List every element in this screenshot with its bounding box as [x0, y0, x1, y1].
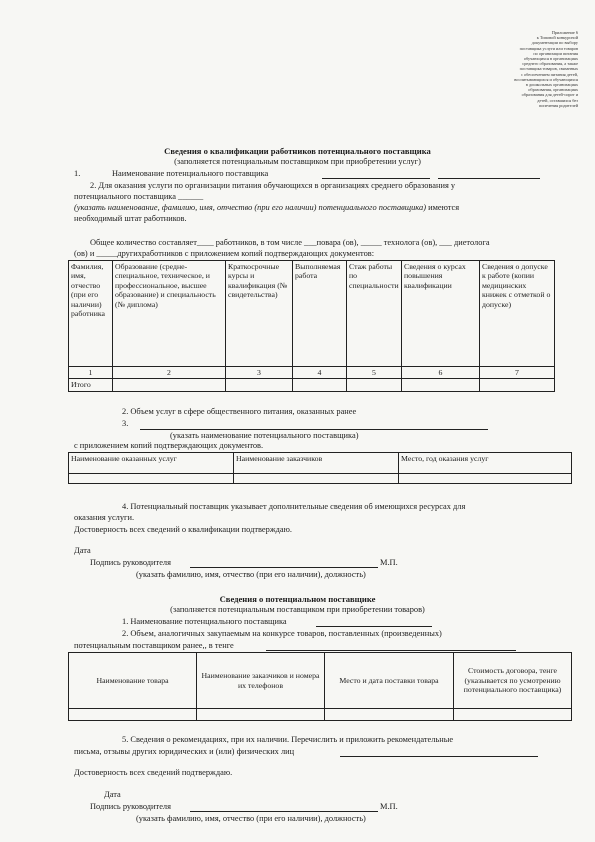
section2-item5-fill-line[interactable]	[340, 748, 538, 757]
appendix-line: по организации питания	[533, 50, 578, 56]
services-table	[68, 452, 572, 484]
section2-item5-line2: письма, отзывы других юридических и (или) физических лиц	[74, 747, 295, 756]
appendix-line: обучающихся в организациях	[523, 56, 578, 62]
staff-total-cell[interactable]	[113, 379, 226, 391]
staff-total-cell[interactable]	[480, 379, 555, 391]
services-header-name: Наименование оказанных услуг	[69, 453, 234, 474]
appendix-note	[468, 30, 578, 108]
item1-text: Наименование потенциального поставщика	[112, 169, 269, 178]
item4-line2: оказания услуги.	[74, 513, 135, 522]
appendix-line: поставщика услуги или товаров	[519, 45, 578, 51]
section2-confirm: Достоверность всех сведений подтверждаю.	[74, 768, 233, 777]
item1-fill-line-2[interactable]	[438, 170, 540, 179]
appendix-line: образования для детей-сирот и	[521, 92, 578, 98]
staff-header-experience: Стаж работы по специальности	[347, 261, 402, 367]
item2-line2: потенциального поставщика ______	[74, 192, 204, 201]
section1-confirm: Достоверность всех сведений о квалификации подтверждаю.	[74, 525, 292, 534]
services-header-place: Место, год оказания услуг	[399, 453, 572, 474]
staff-col-number: 7	[480, 367, 555, 379]
section1-sign-caption: (указать фамилию, имя, отчество (при его наличии), должность)	[136, 570, 366, 579]
item2-caption-tail: имеются	[426, 203, 460, 212]
section2-item2-line2: потенциальным поставщиком ранее,, в тенге	[74, 641, 234, 650]
staff-total-cell[interactable]	[226, 379, 293, 391]
staff-col-number: 3	[226, 367, 293, 379]
appendix-line: воспитывающихся и обучающихся	[514, 76, 578, 82]
goods-table	[68, 652, 572, 721]
section2-sign-label: Подпись руководителя	[90, 802, 171, 811]
goods-cell[interactable]	[325, 709, 454, 721]
services-cell[interactable]	[234, 474, 399, 484]
goods-header-customers: Наименование заказчиков и номера их телефонов	[197, 653, 325, 709]
appendix-line: документации по выбору	[531, 40, 578, 46]
section2-mp: М.П.	[380, 802, 398, 811]
item2-line4: необходимый штат работников.	[74, 214, 187, 223]
section1-date-label: Дата	[74, 546, 91, 555]
staff-total-cell[interactable]	[293, 379, 347, 391]
section1-title: Сведения о квалификации работников потенциального поставщика	[164, 146, 431, 156]
item2-caption: (указать наименование, фамилию, имя, отчество (при его наличии) потенциального поставщика)	[74, 203, 426, 212]
section2-item2-line1: 2. Объем, аналогичных закупаемым на конкурсе товаров, поставленных (произведенных)	[122, 629, 442, 638]
goods-header-place: Место и дата поставки товара	[325, 653, 454, 709]
staff-total-label: Итого	[69, 379, 113, 391]
appendix-line: в дошкольных организациях	[525, 82, 578, 88]
copies-line: с приложением копий подтверждающих документов.	[74, 441, 264, 450]
section1-sign-line[interactable]	[190, 559, 378, 568]
goods-header-name: Наименование товара	[69, 653, 197, 709]
section2-item2-fill-line[interactable]	[266, 642, 516, 651]
section1-mp: М.П.	[380, 558, 398, 567]
volume-item: 2. Объем услуг в сфере общественного питания, оказанных ранее	[122, 407, 357, 416]
staff-header-courses: Краткосрочные курсы и квалификация (№ свидетельства)	[226, 261, 293, 367]
appendix-line: к Типовой конкурсной	[536, 35, 578, 41]
section2-sign-line[interactable]	[190, 803, 378, 812]
section1-sign-label: Подпись руководителя	[90, 558, 171, 567]
staff-header-education: Образование (средне-специальное, техническое, и профессиональное, высшее образование) и специальность (№ диплома)	[113, 261, 226, 367]
section2-date-label: Дата	[104, 790, 121, 799]
item3-caption: (указать наименование потенциального поставщика)	[170, 431, 359, 440]
staff-header-name: Фамилия, имя, отчество (при его наличии) работника	[69, 261, 113, 367]
appendix-line: Приложение 6	[551, 30, 578, 35]
section2-item1-fill-line[interactable]	[316, 618, 432, 627]
appendix-line: поставщика товаров, связанных	[519, 66, 578, 72]
services-header-customers: Наименование заказчиков	[234, 453, 399, 474]
goods-cell[interactable]	[454, 709, 572, 721]
item1-fill-line[interactable]	[322, 170, 430, 179]
staff-header-admission: Сведения о допуске к работе (копии медицинских книжек с отметкой о допуске)	[480, 261, 555, 367]
staff-col-number: 2	[113, 367, 226, 379]
item2-line1: 2. Для оказания услуги по организации питания обучающихся в организациях среднего образования у	[90, 181, 456, 190]
goods-cell[interactable]	[197, 709, 325, 721]
section2-sign-caption: (указать фамилию, имя, отчество (при его наличии), должность)	[136, 814, 366, 823]
appendix-line: среднего образования, а также	[522, 61, 578, 67]
staff-col-number: 4	[293, 367, 347, 379]
appendix-line: детей, оставшихся без	[537, 97, 578, 103]
services-cell[interactable]	[399, 474, 572, 484]
total-line2: (ов) и _____другихработников с приложением копий подтверждающих документов:	[74, 249, 375, 258]
staff-header-work: Выполняемая работа	[293, 261, 347, 367]
item4-line1: 4. Потенциальный поставщик указывает дополнительные сведения об имеющихся ресурсах для	[122, 502, 466, 511]
appendix-line: попечения родителей	[538, 102, 578, 108]
staff-col-number: 6	[402, 367, 480, 379]
appendix-line: с обеспечением питания детей,	[521, 71, 578, 77]
section2-title: Сведения о потенциальном поставщике	[219, 594, 376, 604]
staff-table	[68, 260, 555, 392]
goods-cell[interactable]	[69, 709, 197, 721]
item3-fill-line[interactable]	[140, 421, 488, 430]
item3-number: 3.	[122, 419, 129, 428]
goods-header-cost: Стоимость договора, тенге (указывается по усмотрению потенциального поставщика)	[454, 653, 572, 709]
staff-total-cell[interactable]	[402, 379, 480, 391]
staff-col-number: 1	[69, 367, 113, 379]
staff-header-training: Сведения о курсах повышения квалификации	[402, 261, 480, 367]
section2-item5-line1: 5. Сведения о рекомендациях, при их наличии. Перечислить и приложить рекомендательные	[122, 735, 454, 744]
section2-item1: 1. Наименование потенциального поставщика	[122, 617, 287, 626]
section1-subtitle: (заполняется потенциальным поставщиком при приобретении услуг)	[174, 157, 421, 166]
section2-subtitle: (заполняется потенциальным поставщиком при приобретении товаров)	[170, 605, 425, 614]
total-line1: Общее количество составляет____ работников, в том числе ___повара (ов), _____ технолога (ов), ___ диетолога	[90, 238, 490, 247]
services-cell[interactable]	[69, 474, 234, 484]
staff-col-number: 5	[347, 367, 402, 379]
item1-number: 1.	[74, 169, 81, 178]
staff-total-cell[interactable]	[347, 379, 402, 391]
appendix-line: образования, организациях	[528, 87, 578, 93]
